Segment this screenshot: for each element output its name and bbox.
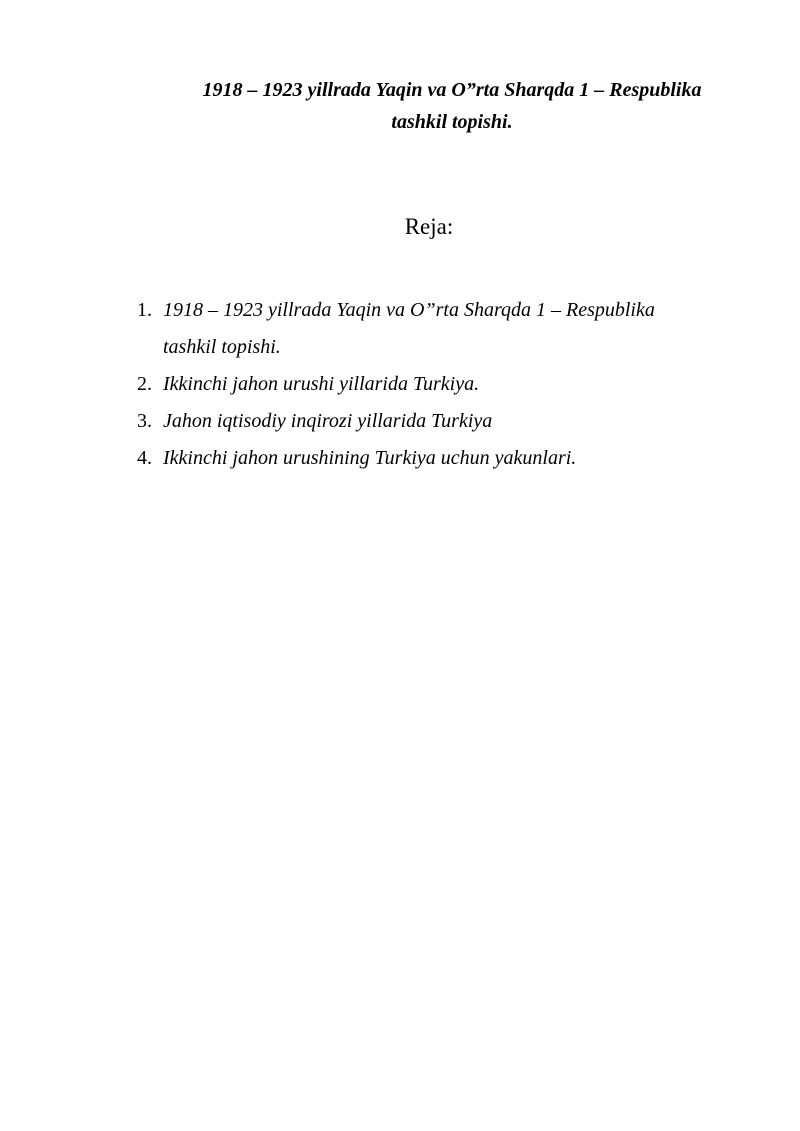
document-title-line-2: tashkil topishi. xyxy=(391,111,513,133)
plan-item-1 xyxy=(137,292,737,366)
plan-item-line: Jahon iqtisodiy inqirozi yillarida Turkiya xyxy=(163,410,493,432)
plan-item-3 xyxy=(137,403,737,440)
plan-item-text xyxy=(163,292,655,366)
plan-item-line: 1918 – 1923 yillrada Yaqin va O”rta Sharqda 1 – Respublika xyxy=(163,299,655,321)
plan-item-text xyxy=(163,366,479,403)
plan-item-line: Ikkinchi jahon urushining Turkiya uchun yakunlari. xyxy=(163,447,577,469)
plan-heading: Reja: xyxy=(404,214,454,239)
document-title xyxy=(140,74,764,138)
document-title-line-1: 1918 – 1923 yillrada Yaqin va O”rta Sharqda 1 – Respublika xyxy=(202,79,702,101)
plan-item-number: 2. xyxy=(137,373,152,395)
plan-item-text xyxy=(163,403,492,440)
plan-item-number: 1. xyxy=(137,299,152,321)
plan-item-text xyxy=(163,440,576,477)
plan-item-line: Ikkinchi jahon urushi yillarida Turkiya. xyxy=(163,373,480,395)
plan-item-line: tashkil topishi. xyxy=(163,336,281,358)
plan-item-number: 4. xyxy=(137,447,152,469)
plan-list xyxy=(137,292,737,477)
plan-item-number: 3. xyxy=(137,410,152,432)
plan-item-2 xyxy=(137,366,737,403)
plan-item-4 xyxy=(137,440,737,477)
